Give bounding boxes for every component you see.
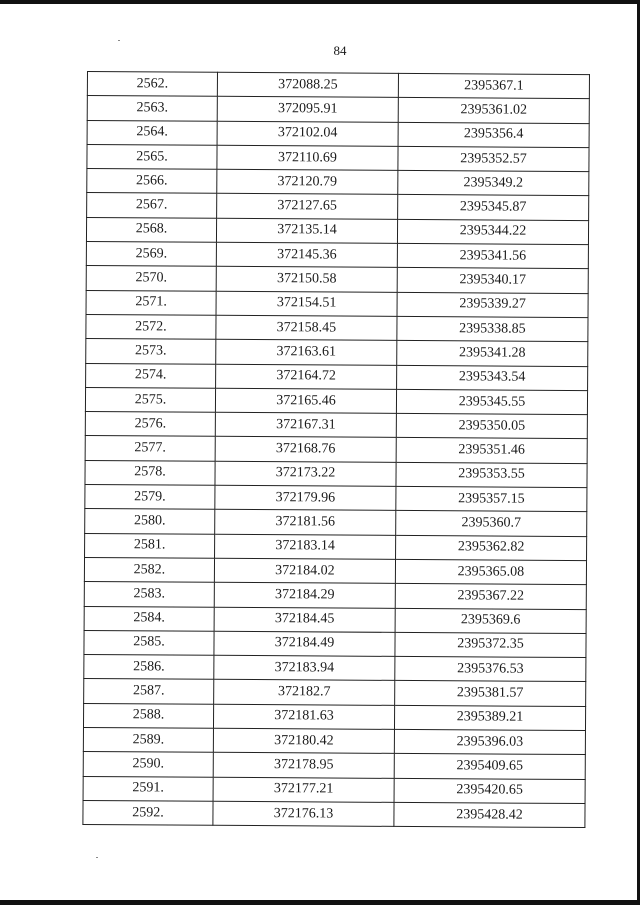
y-coordinate-cell: 2395345.55 — [396, 389, 587, 414]
table-row — [86, 363, 588, 390]
scan-border-top — [0, 0, 640, 4]
point-number-cell: 2586. — [84, 655, 214, 680]
x-coordinate-cell: 372145.36 — [216, 242, 397, 267]
y-coordinate-cell: 2395340.17 — [397, 268, 588, 293]
point-number-cell: 2574. — [86, 363, 216, 388]
y-coordinate-cell: 2395365.08 — [395, 559, 586, 584]
y-coordinate-cell: 2395381.57 — [395, 681, 586, 706]
x-coordinate-cell: 372184.29 — [214, 583, 395, 608]
y-coordinate-cell: 2395350.05 — [396, 414, 587, 439]
x-coordinate-cell: 372127.65 — [217, 194, 398, 219]
y-coordinate-cell: 2395338.85 — [397, 316, 588, 341]
table-row — [87, 96, 589, 123]
table-row — [85, 387, 587, 414]
y-coordinate-cell: 2395369.6 — [395, 608, 586, 633]
x-coordinate-cell: 372173.22 — [215, 461, 396, 486]
x-coordinate-cell: 372167.31 — [215, 412, 396, 437]
point-number-cell: 2591. — [83, 776, 213, 801]
table-row — [85, 509, 587, 536]
x-coordinate-cell: 372120.79 — [217, 169, 398, 194]
table-row — [86, 339, 588, 366]
y-coordinate-cell: 2395343.54 — [397, 365, 588, 390]
point-number-cell: 2589. — [83, 728, 213, 753]
x-coordinate-cell: 372165.46 — [215, 388, 396, 413]
x-coordinate-cell: 372181.56 — [215, 510, 396, 535]
y-coordinate-cell: 2395352.57 — [398, 146, 589, 171]
x-coordinate-cell: 372184.49 — [214, 631, 395, 656]
point-number-cell: 2576. — [85, 412, 215, 437]
table-row — [84, 630, 586, 657]
table-row — [85, 533, 587, 560]
point-number-cell: 2570. — [86, 266, 216, 291]
point-number-cell: 2575. — [85, 387, 215, 412]
scan-border-bottom — [0, 900, 640, 905]
x-coordinate-cell: 372180.42 — [213, 728, 394, 753]
coordinates-table-body — [83, 72, 590, 828]
point-number-cell: 2564. — [87, 120, 217, 145]
y-coordinate-cell: 2395357.15 — [396, 486, 587, 511]
table-row — [83, 776, 585, 803]
scan-speck — [96, 857, 98, 858]
y-coordinate-cell: 2395372.35 — [395, 632, 586, 657]
point-number-cell: 2571. — [86, 290, 216, 315]
point-number-cell: 2565. — [87, 144, 217, 169]
y-coordinate-cell: 2395409.65 — [394, 754, 585, 779]
point-number-cell: 2568. — [86, 217, 216, 242]
y-coordinate-cell: 2395376.53 — [395, 657, 586, 682]
y-coordinate-cell: 2395360.7 — [396, 511, 587, 536]
x-coordinate-cell: 372154.51 — [216, 291, 397, 316]
x-coordinate-cell: 372182.7 — [214, 680, 395, 705]
y-coordinate-cell: 2395341.56 — [397, 243, 588, 268]
x-coordinate-cell: 372184.45 — [214, 607, 395, 632]
x-coordinate-cell: 372110.69 — [217, 145, 398, 170]
point-number-cell: 2590. — [83, 752, 213, 777]
point-number-cell: 2580. — [85, 509, 215, 534]
table-row — [84, 679, 586, 706]
point-number-cell: 2585. — [84, 630, 214, 655]
point-number-cell: 2573. — [86, 339, 216, 364]
point-number-cell: 2563. — [87, 96, 217, 121]
y-coordinate-cell: 2395428.42 — [394, 802, 585, 827]
table-row — [85, 436, 587, 463]
y-coordinate-cell: 2395396.03 — [394, 729, 585, 754]
page-number: 84 — [333, 43, 347, 58]
y-coordinate-cell: 2395362.82 — [396, 535, 587, 560]
x-coordinate-cell: 372164.72 — [216, 364, 397, 389]
point-number-cell: 2582. — [84, 557, 214, 582]
x-coordinate-cell: 372184.02 — [214, 558, 395, 583]
x-coordinate-cell: 372095.91 — [217, 97, 398, 122]
table-row — [86, 266, 588, 293]
table-row — [86, 314, 588, 341]
table-row — [85, 460, 587, 487]
x-coordinate-cell: 372178.95 — [213, 753, 394, 778]
x-coordinate-cell: 372158.45 — [216, 315, 397, 340]
table-row — [87, 120, 589, 147]
table-row — [87, 144, 589, 171]
y-coordinate-cell: 2395361.02 — [398, 98, 589, 123]
point-number-cell: 2566. — [87, 169, 217, 194]
y-coordinate-cell: 2395356.4 — [398, 122, 589, 147]
x-coordinate-cell: 372168.76 — [215, 437, 396, 462]
x-coordinate-cell: 372088.25 — [217, 72, 398, 97]
point-number-cell: 2584. — [84, 606, 214, 631]
y-coordinate-cell: 2395344.22 — [397, 219, 588, 244]
table-row — [87, 72, 589, 99]
point-number-cell: 2583. — [84, 582, 214, 607]
y-coordinate-cell: 2395351.46 — [396, 438, 587, 463]
x-coordinate-cell: 372181.63 — [213, 704, 394, 729]
table-row — [83, 703, 585, 730]
point-number-cell: 2588. — [83, 703, 213, 728]
coordinates-table — [82, 71, 590, 828]
x-coordinate-cell: 372163.61 — [216, 340, 397, 365]
point-number-cell: 2567. — [87, 193, 217, 218]
table-row — [85, 412, 587, 439]
point-number-cell: 2579. — [85, 485, 215, 510]
table-row — [84, 655, 586, 682]
table-row — [87, 193, 589, 220]
y-coordinate-cell: 2395341.28 — [397, 341, 588, 366]
point-number-cell: 2569. — [86, 242, 216, 267]
x-coordinate-cell: 372102.04 — [217, 121, 398, 146]
y-coordinate-cell: 2395389.21 — [394, 705, 585, 730]
table-row — [84, 557, 586, 584]
point-number-cell: 2592. — [83, 800, 213, 825]
table-row — [86, 242, 588, 269]
table-row — [87, 169, 589, 196]
x-coordinate-cell: 372183.14 — [215, 534, 396, 559]
x-coordinate-cell: 372135.14 — [216, 218, 397, 243]
y-coordinate-cell: 2395367.1 — [398, 73, 589, 98]
point-number-cell: 2587. — [84, 679, 214, 704]
point-number-cell: 2562. — [87, 72, 217, 97]
scan-speck — [118, 40, 120, 41]
y-coordinate-cell: 2395420.65 — [394, 778, 585, 803]
point-number-cell: 2581. — [85, 533, 215, 558]
x-coordinate-cell: 372179.96 — [215, 485, 396, 510]
point-number-cell: 2572. — [86, 314, 216, 339]
x-coordinate-cell: 372150.58 — [216, 267, 397, 292]
table-row — [86, 290, 588, 317]
table-row — [83, 752, 585, 779]
point-number-cell: 2578. — [85, 460, 215, 485]
table-row — [83, 728, 585, 755]
table-row — [85, 485, 587, 512]
x-coordinate-cell: 372183.94 — [214, 655, 395, 680]
table-row — [83, 800, 585, 827]
table-row — [84, 582, 586, 609]
x-coordinate-cell: 372177.21 — [213, 777, 394, 802]
y-coordinate-cell: 2395349.2 — [398, 171, 589, 196]
table-row — [84, 606, 586, 633]
y-coordinate-cell: 2395367.22 — [395, 584, 586, 609]
y-coordinate-cell: 2395345.87 — [398, 195, 589, 220]
table-row — [86, 217, 588, 244]
y-coordinate-cell: 2395353.55 — [396, 462, 587, 487]
point-number-cell: 2577. — [85, 436, 215, 461]
x-coordinate-cell: 372176.13 — [213, 801, 394, 826]
y-coordinate-cell: 2395339.27 — [397, 292, 588, 317]
